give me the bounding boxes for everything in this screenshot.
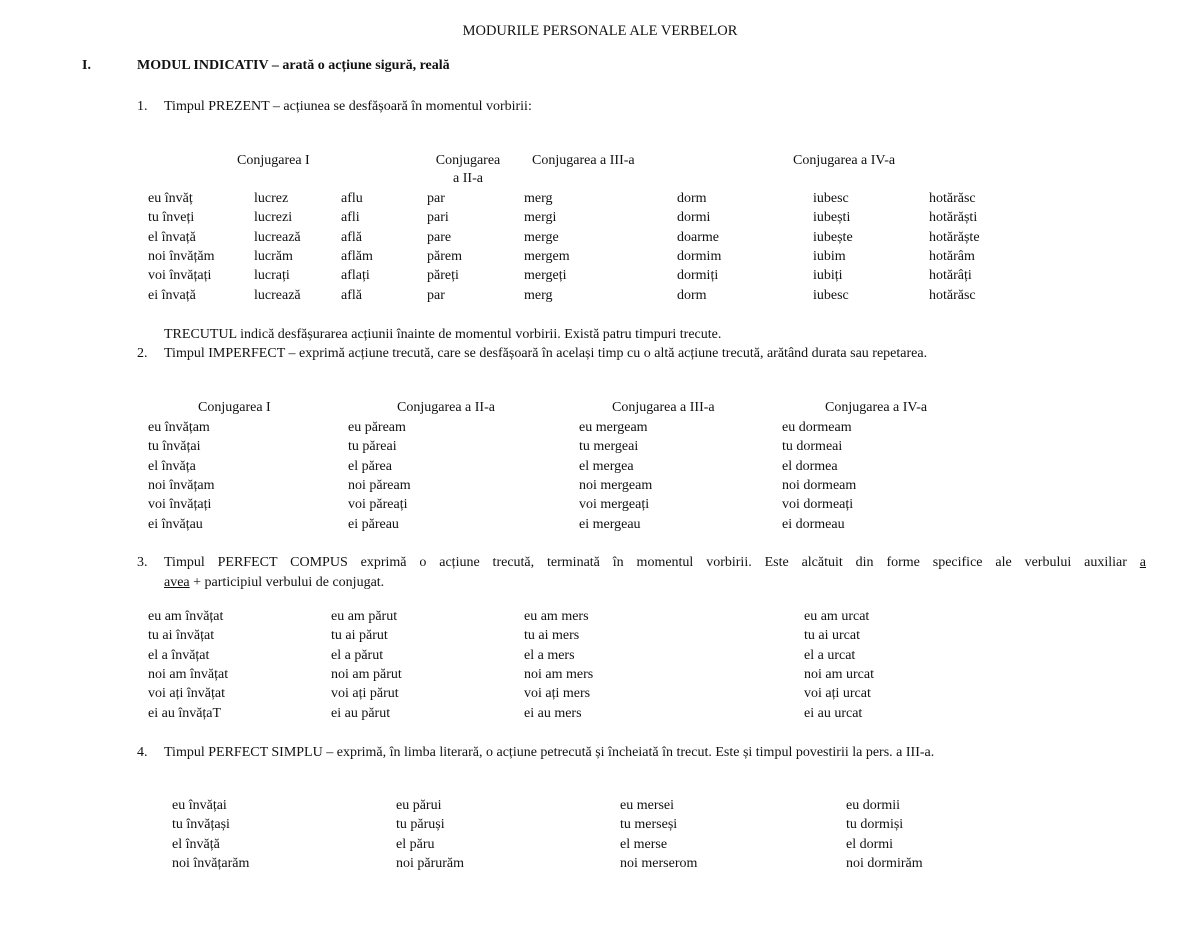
- verb-form-cell: el mergea: [579, 458, 634, 474]
- verb-form-cell: ei au părut: [331, 705, 391, 721]
- verb-form-cell: dorm: [677, 191, 707, 206]
- verb-form-cell: tu dormiși: [846, 817, 904, 833]
- verb-form-cell: iubești: [813, 210, 851, 226]
- verb-form-cell: voi mergeați: [579, 497, 650, 513]
- perfect-compus-auxiliar-a: a: [1139, 555, 1146, 570]
- verb-form-cell: noi mergeam: [579, 477, 653, 493]
- verb-form-cell: tu ai părut: [331, 628, 388, 644]
- tense-perfect-compus-heading-line1: [164, 554, 1146, 572]
- perfect-compus-text-a: Timpul PERFECT COMPUS exprimă o acțiune trecută, terminată în momentul vorbirii. Este alcătuit din forme specifice ale verbului auxiliar: [164, 555, 1127, 570]
- imperfect-col-header-1: Conjugarea I: [198, 400, 271, 415]
- section-number: I.: [82, 58, 91, 73]
- tense-number: 1.: [137, 99, 148, 114]
- verb-form-cell: el merse: [620, 836, 668, 852]
- verb-form-cell: eu învăț: [148, 191, 193, 206]
- verb-form-cell: tu învățai: [148, 439, 201, 455]
- verb-form-cell: noi am învățat: [148, 666, 229, 682]
- verb-form-cell: eu învățam: [148, 420, 210, 435]
- verb-form-cell: afli: [341, 210, 360, 226]
- verb-form-cell: noi dormirăm: [846, 855, 923, 871]
- imperfect-col-header-2: Conjugarea a II-a: [397, 400, 495, 415]
- verb-form-cell: iubesc: [813, 191, 849, 206]
- verb-form-cell: iubim: [813, 248, 846, 264]
- verb-form-cell: eu dormii: [846, 798, 901, 813]
- verb-form-cell: hotărăști: [929, 210, 978, 226]
- verb-form-cell: hotărâți: [929, 268, 972, 284]
- verb-form-cell: tu mergeai: [579, 439, 639, 455]
- verb-form-cell: tu ai învățat: [148, 628, 215, 644]
- tense-imperfect-heading: Timpul IMPERFECT – exprimă acțiune trecută, care se desfășoară în același timp cu o altă acțiune trecută, arătând durata sau repetarea.: [164, 346, 928, 361]
- verb-form-cell: eu am învățat: [148, 609, 224, 624]
- tense-number: 2.: [137, 346, 148, 361]
- tense-perfect-compus-heading-line2: [164, 574, 384, 592]
- verb-form-cell: tu ai urcat: [804, 628, 860, 644]
- col-header-conj-3: Conjugarea a III-a: [532, 153, 635, 168]
- verb-form-cell: merg: [524, 191, 553, 206]
- verb-form-cell: el păru: [396, 836, 435, 852]
- verb-form-cell: noi am urcat: [804, 666, 874, 682]
- verb-form-cell: pari: [427, 210, 449, 226]
- col-header-conj-2-line1: Conjugarea: [435, 153, 501, 168]
- verb-form-cell: eu mergeam: [579, 420, 648, 435]
- verb-form-cell: tu înveți: [148, 210, 195, 226]
- verb-form-cell: merg: [524, 287, 553, 303]
- verb-form-cell: el învață: [148, 229, 196, 245]
- verb-form-cell: aflăm: [341, 248, 373, 264]
- verb-form-cell: dormiți: [677, 268, 719, 284]
- tense-number: 4.: [137, 745, 148, 760]
- verb-form-cell: voi păreați: [348, 497, 408, 513]
- trecutul-note: TRECUTUL indică desfășurarea acțiunii înainte de momentul vorbirii. Există patru timpuri trecute.: [164, 327, 722, 342]
- verb-form-cell: lucrezi: [254, 210, 293, 226]
- verb-form-cell: aflu: [341, 191, 363, 206]
- verb-form-cell: voi învățați: [148, 497, 212, 513]
- verb-form-cell: doarme: [677, 229, 719, 245]
- verb-form-cell: noi părurăm: [396, 855, 465, 871]
- verb-form-cell: hotărăsc: [929, 191, 976, 206]
- verb-form-cell: lucrăm: [254, 248, 293, 264]
- verb-form-cell: ei au mers: [524, 705, 582, 721]
- verb-form-cell: tu învățași: [172, 817, 230, 833]
- verb-form-cell: voi dormeați: [782, 497, 854, 513]
- verb-form-cell: eu învățai: [172, 798, 227, 813]
- verb-form-cell: el dormea: [782, 458, 838, 474]
- verb-form-cell: hotărâm: [929, 248, 975, 264]
- col-header-conj-2-line2: a II-a: [453, 171, 483, 186]
- verb-form-cell: păreți: [427, 268, 459, 284]
- verb-form-cell: el învăța: [148, 458, 196, 474]
- verb-form-cell: noi învățam: [148, 477, 215, 493]
- verb-form-cell: ei au urcat: [804, 705, 863, 721]
- verb-form-cell: iubesc: [813, 287, 849, 303]
- verb-form-cell: voi ați învățat: [148, 686, 225, 702]
- verb-form-cell: el a învățat: [148, 647, 210, 663]
- verb-form-cell: iubiți: [813, 268, 843, 284]
- perfect-compus-auxiliar-avea: avea: [164, 575, 190, 590]
- tense-perfect-simplu-heading: Timpul PERFECT SIMPLU – exprimă, în limba literară, o acțiune petrecută și încheiată în trecut. Este și timpul povestirii la pers. a III-a.: [164, 745, 935, 760]
- verb-form-cell: lucrează: [254, 287, 301, 303]
- verb-form-cell: el a părut: [331, 647, 384, 663]
- tense-prezent-heading: Timpul PREZENT – acțiunea se desfășoară în momentul vorbirii:: [164, 99, 532, 114]
- verb-form-cell: lucrez: [254, 191, 289, 206]
- verb-form-cell: el a mers: [524, 647, 575, 663]
- verb-form-cell: mergi: [524, 210, 557, 226]
- col-header-conj-2: [420, 152, 516, 188]
- verb-form-cell: tu merseși: [620, 817, 678, 833]
- verb-form-cell: noi dormeam: [782, 477, 857, 493]
- verb-form-cell: mergeți: [524, 268, 567, 284]
- verb-form-cell: par: [427, 191, 445, 206]
- verb-form-cell: noi am părut: [331, 666, 402, 682]
- verb-form-cell: află: [341, 229, 362, 245]
- verb-form-cell: par: [427, 287, 445, 303]
- verb-form-cell: voi învățați: [148, 268, 212, 284]
- col-header-conj-1: Conjugarea I: [237, 153, 310, 168]
- verb-form-cell: ei păreau: [348, 516, 399, 532]
- verb-form-cell: tu dormeai: [782, 439, 843, 455]
- verb-form-cell: voi ați părut: [331, 686, 399, 702]
- imperfect-col-header-3: Conjugarea a III-a: [612, 400, 715, 415]
- verb-form-cell: voi ați urcat: [804, 686, 871, 702]
- verb-form-cell: dormim: [677, 248, 722, 264]
- verb-form-cell: merge: [524, 229, 559, 245]
- imperfect-col-header-4: Conjugarea a IV-a: [825, 400, 928, 415]
- verb-form-cell: dormi: [677, 210, 711, 226]
- verb-form-cell: pare: [427, 229, 452, 245]
- verb-form-cell: noi merserom: [620, 855, 698, 871]
- verb-form-cell: eu am urcat: [804, 609, 870, 624]
- verb-form-cell: noi învățăm: [148, 248, 215, 264]
- verb-form-cell: voi ați mers: [524, 686, 591, 702]
- verb-form-cell: tu păruși: [396, 817, 445, 833]
- tense-number: 3.: [137, 555, 148, 570]
- col-header-conj-4: Conjugarea a IV-a: [793, 153, 896, 168]
- verb-form-cell: iubește: [813, 229, 853, 245]
- verb-form-cell: eu am părut: [331, 609, 398, 624]
- verb-form-cell: eu am mers: [524, 609, 589, 624]
- verb-form-cell: ei au învățaT: [148, 705, 222, 721]
- verb-form-cell: părem: [427, 248, 462, 264]
- verb-form-cell: tu păreai: [348, 439, 397, 455]
- section-heading: MODUL INDICATIV – arată o acțiune sigură, reală: [137, 58, 450, 73]
- verb-form-cell: eu mersei: [620, 798, 675, 813]
- verb-form-cell: hotărăsc: [929, 287, 976, 303]
- verb-form-cell: hotărăște: [929, 229, 980, 245]
- verb-form-cell: el învăță: [172, 836, 220, 852]
- verb-form-cell: ei învățau: [148, 516, 203, 532]
- verb-form-cell: noi am mers: [524, 666, 594, 682]
- verb-form-cell: ei dormeau: [782, 516, 845, 532]
- verb-form-cell: el a urcat: [804, 647, 856, 663]
- verb-form-cell: noi învățarăm: [172, 855, 250, 871]
- verb-form-cell: lucrați: [254, 268, 290, 284]
- verb-form-cell: ei învață: [148, 287, 196, 303]
- verb-form-cell: află: [341, 287, 362, 303]
- verb-form-cell: aflați: [341, 268, 370, 284]
- verb-form-cell: mergem: [524, 248, 570, 264]
- verb-form-cell: eu păream: [348, 420, 406, 435]
- page-title: MODURILE PERSONALE ALE VERBELOR: [462, 23, 738, 39]
- verb-form-cell: eu dormeam: [782, 420, 852, 435]
- verb-form-cell: dorm: [677, 287, 707, 303]
- verb-form-cell: ei mergeau: [579, 516, 641, 532]
- verb-form-cell: el părea: [348, 458, 392, 474]
- verb-form-cell: noi păream: [348, 477, 411, 493]
- verb-form-cell: el dormi: [846, 836, 894, 852]
- verb-form-cell: eu părui: [396, 798, 442, 813]
- verb-form-cell: lucrează: [254, 229, 301, 245]
- perfect-compus-text-b: + participiul verbului de conjugat.: [193, 575, 385, 590]
- verb-form-cell: tu ai mers: [524, 628, 580, 644]
